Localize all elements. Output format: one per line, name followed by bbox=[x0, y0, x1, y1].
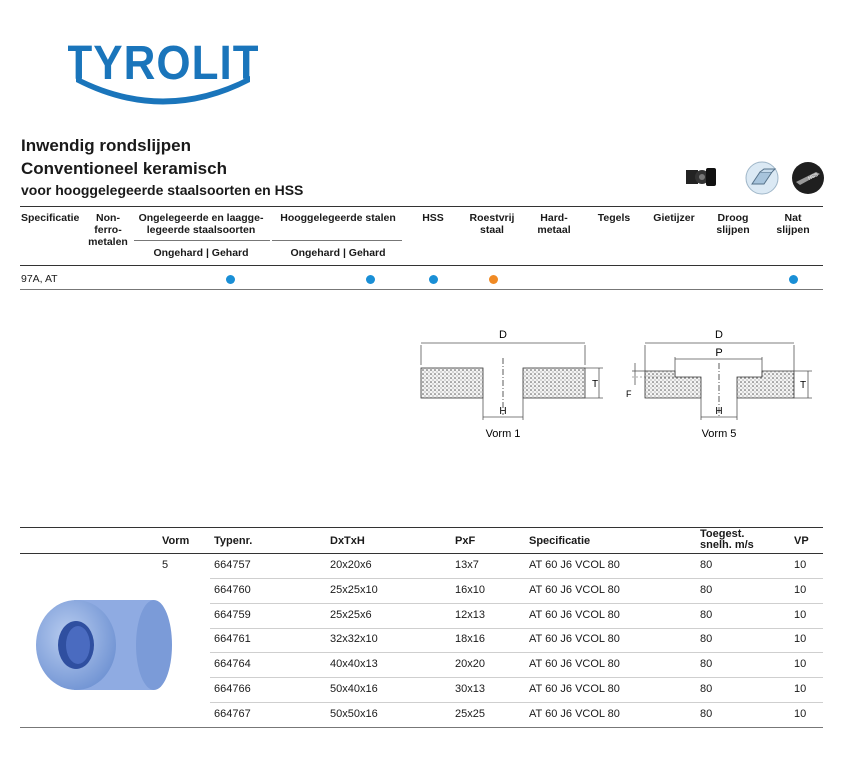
table-top-rule bbox=[20, 206, 823, 207]
cell-spec: AT 60 J6 VCOL 80 bbox=[529, 633, 620, 646]
cell-typenr: 664766 bbox=[214, 683, 251, 695]
cell-pxf: 18x16 bbox=[455, 633, 485, 646]
header-specificatie: Specificatie bbox=[21, 212, 80, 224]
cell-vp: 10 bbox=[794, 559, 807, 571]
col-vorm: Vorm bbox=[162, 535, 190, 547]
row-divider bbox=[210, 603, 823, 604]
row-divider bbox=[210, 677, 823, 678]
svg-text:TYROLIT: TYROLIT bbox=[68, 34, 258, 90]
cell-pxf: 12x13 bbox=[455, 608, 485, 621]
header-highalloy: Hooggelegeerde stalen bbox=[280, 212, 396, 224]
header-castiron: Gietijzer bbox=[653, 212, 695, 224]
col-typenr: Typenr. bbox=[214, 535, 253, 547]
col-pxf: PxF bbox=[455, 535, 476, 547]
col-vp: VP bbox=[794, 535, 809, 547]
vorm5-drawing bbox=[620, 325, 830, 450]
svg-text:Vorm 5: Vorm 5 bbox=[701, 428, 737, 440]
header-tiles: Tegels bbox=[597, 212, 631, 224]
svg-text:HSS: HSS bbox=[807, 172, 820, 182]
cell-typenr: 664761 bbox=[214, 633, 251, 646]
cell-speed: 80 bbox=[700, 608, 713, 621]
row-divider bbox=[210, 702, 823, 703]
cell-speed: 80 bbox=[700, 707, 713, 720]
header-lowalloy: Ongelegeerde en laagge- legeerde staalsoorten bbox=[138, 212, 264, 236]
spec-value: 97A, AT bbox=[21, 273, 58, 285]
cell-dxtxh: 50x40x16 bbox=[330, 683, 378, 695]
cell-speed: 80 bbox=[700, 559, 713, 571]
header-nonferro: Non- ferro- metalen bbox=[88, 212, 128, 248]
cell-typenr: 664764 bbox=[214, 658, 251, 671]
svg-text:D: D bbox=[499, 329, 507, 341]
dot-stainless bbox=[489, 275, 498, 284]
row-divider bbox=[210, 652, 823, 653]
highalloy-sub: Ongehard | Gehard bbox=[290, 247, 386, 259]
header-wet: Nat slijpen bbox=[776, 212, 810, 236]
cell-spec: AT 60 J6 VCOL 80 bbox=[529, 707, 620, 720]
dot-wet bbox=[789, 275, 798, 284]
cell-dxtxh: 25x25x10 bbox=[330, 583, 378, 596]
row-divider bbox=[210, 628, 823, 629]
header-hss: HSS bbox=[422, 212, 444, 224]
cell-typenr: 664757 bbox=[214, 559, 251, 571]
cell-pxf: 30x13 bbox=[455, 683, 485, 695]
header-hardmetal: Hard- metaal bbox=[537, 212, 571, 236]
svg-text:D: D bbox=[715, 329, 723, 341]
cell-dxtxh: 20x20x6 bbox=[330, 559, 372, 571]
cell-typenr: 664767 bbox=[214, 707, 251, 720]
svg-text:T: T bbox=[800, 380, 807, 391]
title-line-1: Inwendig rondslijpen bbox=[21, 136, 191, 155]
title-line-3: voor hooggelegeerde staalsoorten en HSS bbox=[21, 182, 304, 198]
cell-vp: 10 bbox=[794, 608, 807, 621]
lowalloy-subrule bbox=[134, 240, 270, 241]
cell-vp: 10 bbox=[794, 633, 807, 646]
cell-vp: 10 bbox=[794, 707, 807, 720]
grinding-wheel-image bbox=[34, 590, 174, 700]
cell-speed: 80 bbox=[700, 683, 713, 695]
steel-profile-icon bbox=[744, 160, 774, 190]
products-bottom-rule bbox=[20, 727, 823, 728]
dot-hss bbox=[429, 275, 438, 284]
grinder-machine-icon bbox=[684, 160, 714, 190]
dot-lowalloy-gehard bbox=[226, 275, 235, 284]
header-dry: Droog slijpen bbox=[716, 212, 750, 236]
header-stainless: Roestvrij staal bbox=[469, 212, 515, 236]
tyrolit-logo bbox=[68, 26, 258, 106]
cell-spec: AT 60 J6 VCOL 80 bbox=[529, 559, 620, 571]
row-divider bbox=[210, 578, 823, 579]
cell-spec: AT 60 J6 VCOL 80 bbox=[529, 608, 620, 621]
cell-dxtxh: 50x50x16 bbox=[330, 707, 378, 720]
col-speed: Toegest. snelh. m/s bbox=[700, 528, 754, 551]
cell-speed: 80 bbox=[700, 658, 713, 671]
svg-text:H: H bbox=[715, 406, 723, 417]
products-header-rule bbox=[20, 553, 823, 554]
cell-dxtxh: 25x25x6 bbox=[330, 608, 372, 621]
cell-vp: 10 bbox=[794, 583, 807, 596]
cell-pxf: 25x25 bbox=[455, 707, 485, 720]
title-line-2: Conventioneel keramisch bbox=[21, 159, 227, 178]
cell-spec: AT 60 J6 VCOL 80 bbox=[529, 683, 620, 695]
cell-speed: 80 bbox=[700, 633, 713, 646]
col-dxtxh: DxTxH bbox=[330, 535, 365, 547]
cell-dxtxh: 40x40x13 bbox=[330, 658, 378, 671]
cell-typenr: 664760 bbox=[214, 583, 251, 596]
table-bottom-rule bbox=[20, 289, 823, 290]
col-specificatie: Specificatie bbox=[529, 535, 591, 547]
cell-pxf: 16x10 bbox=[455, 583, 485, 596]
svg-text:T: T bbox=[592, 379, 599, 390]
vorm-value: 5 bbox=[162, 559, 169, 571]
cell-speed: 80 bbox=[700, 583, 713, 596]
cell-pxf: 13x7 bbox=[455, 559, 479, 571]
vorm1-drawing bbox=[406, 325, 616, 450]
cell-typenr: 664759 bbox=[214, 608, 251, 621]
dot-highalloy-gehard bbox=[366, 275, 375, 284]
cell-vp: 10 bbox=[794, 658, 807, 671]
svg-text:H: H bbox=[499, 406, 507, 417]
svg-text:P: P bbox=[715, 347, 723, 359]
highalloy-subrule bbox=[272, 240, 402, 241]
hss-drill-icon bbox=[790, 160, 820, 190]
table-header-rule bbox=[20, 265, 823, 266]
cell-vp: 10 bbox=[794, 683, 807, 695]
cell-spec: AT 60 J6 VCOL 80 bbox=[529, 658, 620, 671]
lowalloy-sub: Ongehard | Gehard bbox=[153, 247, 249, 259]
svg-text:Vorm 1: Vorm 1 bbox=[485, 428, 521, 440]
cell-spec: AT 60 J6 VCOL 80 bbox=[529, 583, 620, 596]
cell-pxf: 20x20 bbox=[455, 658, 485, 671]
cell-dxtxh: 32x32x10 bbox=[330, 633, 378, 646]
svg-text:F: F bbox=[626, 389, 632, 399]
